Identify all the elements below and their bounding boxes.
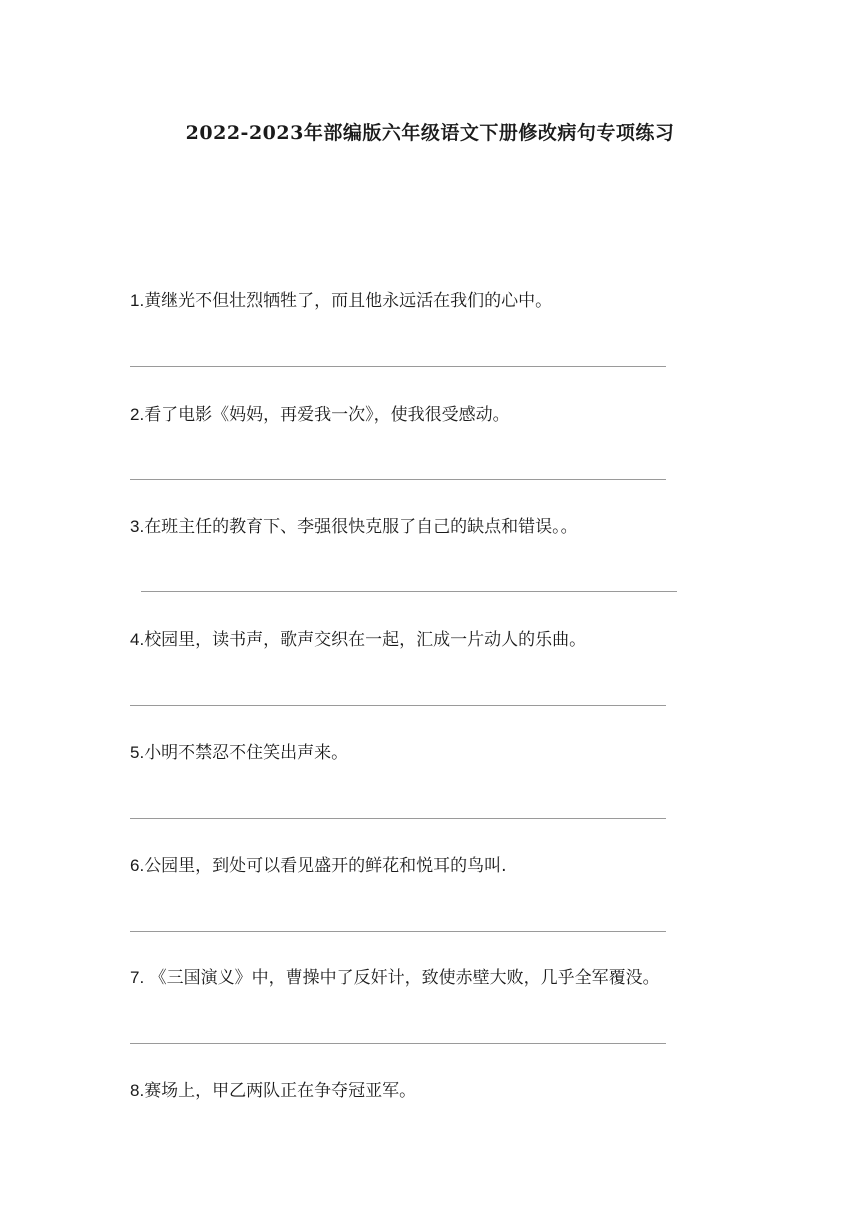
answer-line-6[interactable] bbox=[130, 931, 666, 932]
question-text: 公园里，到处可以看见盛开的鲜花和悦耳的鸟叫. bbox=[144, 856, 507, 876]
question-1 bbox=[130, 289, 552, 313]
question-text: 看了电影《妈妈，再爱我一次》，使我很受感动。 bbox=[144, 405, 510, 425]
answer-line-4[interactable] bbox=[130, 705, 666, 706]
question-number: 3. bbox=[130, 517, 145, 536]
question-text: 《三国演义》中，曹操中了反奸计，致使赤壁大败，几乎全军覆没。 bbox=[144, 968, 660, 988]
question-text: 黄继光不但壮烈牺牲了，而且他永远活在我们的心中。 bbox=[144, 291, 553, 311]
question-number: 2. bbox=[130, 405, 145, 424]
answer-line-3[interactable] bbox=[141, 591, 677, 592]
question-number: 7. bbox=[130, 968, 145, 987]
question-2 bbox=[130, 403, 510, 427]
question-number: 8. bbox=[130, 1081, 145, 1100]
question-text: 在班主任的教育下、李强很快克服了自己的缺点和错误。。 bbox=[144, 517, 578, 537]
answer-line-7[interactable] bbox=[130, 1043, 666, 1044]
answer-line-2[interactable] bbox=[130, 479, 666, 480]
question-number: 5. bbox=[130, 743, 145, 762]
question-text: 校园里，读书声，歌声交织在一起，汇成一片动人的乐曲。 bbox=[144, 630, 587, 650]
question-number: 6. bbox=[130, 856, 145, 875]
question-3 bbox=[130, 515, 578, 539]
question-6 bbox=[130, 854, 507, 878]
page-title: 2022-2023年部编版六年级语文下册修改病句专项练习 bbox=[185, 122, 675, 144]
question-4 bbox=[130, 628, 586, 652]
question-text: 小明不禁忍不住笑出声来。 bbox=[144, 743, 349, 763]
question-8 bbox=[130, 1079, 416, 1103]
question-5 bbox=[130, 741, 348, 765]
answer-line-1[interactable] bbox=[130, 366, 666, 367]
question-text: 赛场上，甲乙两队正在争夺冠亚军。 bbox=[144, 1081, 417, 1101]
question-number: 4. bbox=[130, 630, 145, 649]
question-number: 1. bbox=[130, 291, 145, 310]
question-7 bbox=[130, 966, 660, 990]
answer-line-5[interactable] bbox=[130, 818, 666, 819]
